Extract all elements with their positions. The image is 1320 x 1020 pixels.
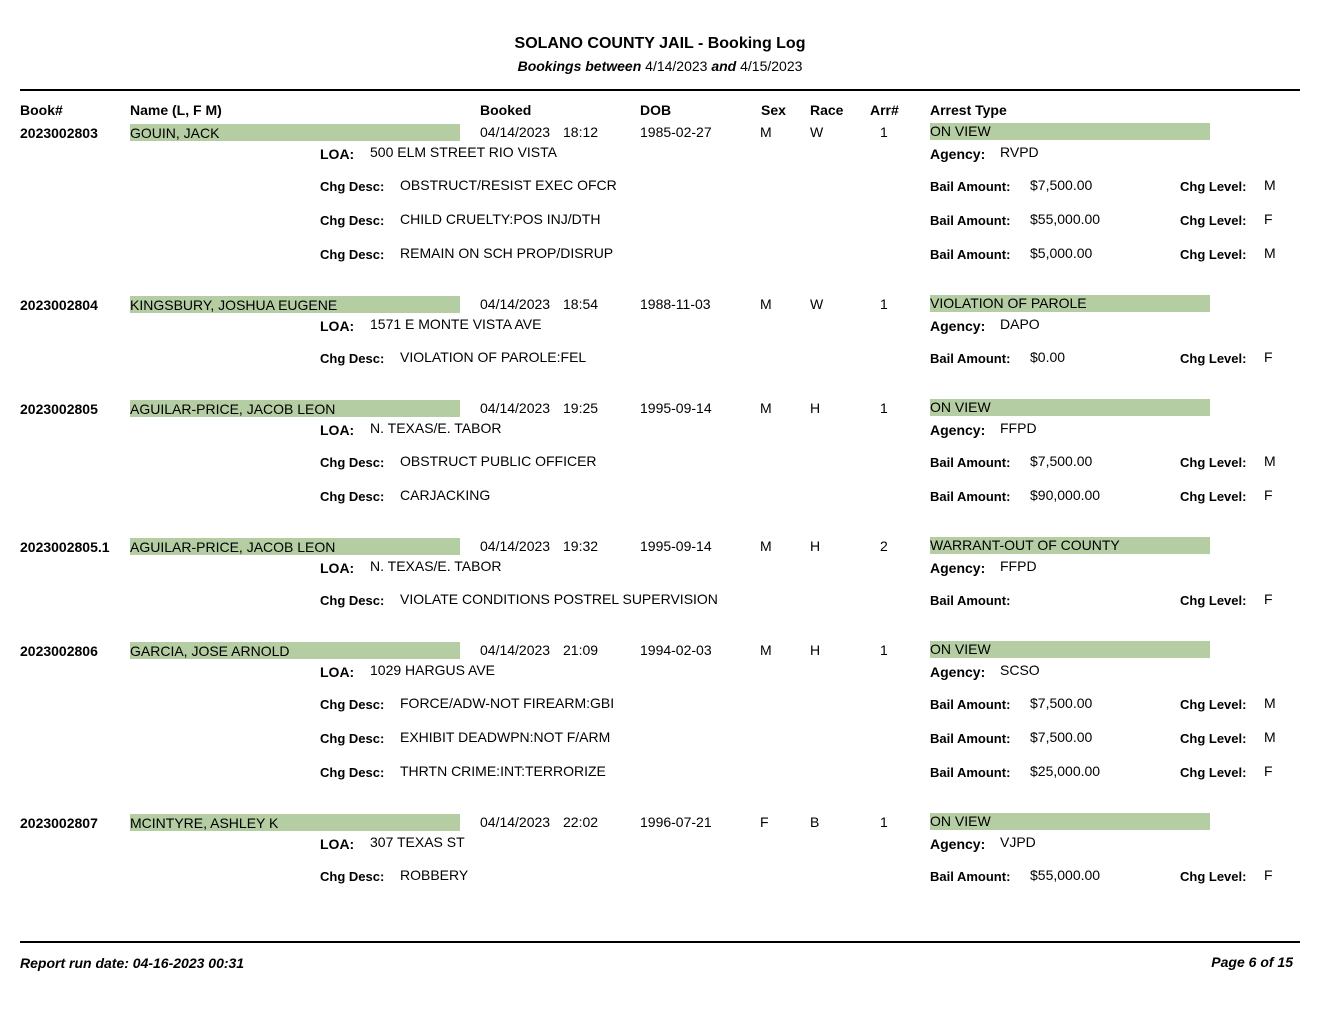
chg-desc-value: VIOLATION OF PAROLE:FEL xyxy=(400,349,587,365)
chg-level-label: Chg Level: xyxy=(1180,247,1247,262)
chg-desc-value: CARJACKING xyxy=(400,487,491,503)
booked-date: 04/14/2023 xyxy=(480,814,551,830)
loa-value: 1571 E MONTE VISTA AVE xyxy=(370,316,542,332)
footer-rule xyxy=(20,941,1300,943)
chg-desc-value: OBSTRUCT PUBLIC OFFICER xyxy=(400,453,597,469)
arrest-type: ON VIEW xyxy=(930,123,991,139)
race: W xyxy=(810,296,824,312)
arrest-type: WARRANT-OUT OF COUNTY xyxy=(930,537,1120,553)
subtitle-prefix: Bookings between xyxy=(517,58,642,74)
chg-level-value: M xyxy=(1264,695,1276,711)
chg-level-value: M xyxy=(1264,453,1276,469)
chg-desc-value: VIOLATE CONDITIONS POSTREL SUPERVISION xyxy=(400,591,718,607)
bail-amount-value: $7,500.00 xyxy=(1030,177,1093,193)
col-sex: Sex xyxy=(761,102,786,118)
inmate-name: KINGSBURY, JOSHUA EUGENE xyxy=(130,297,338,313)
booked-time: 19:32 xyxy=(563,538,599,554)
inmate-name: GOUIN, JACK xyxy=(130,125,220,141)
bail-amount-value: $0.00 xyxy=(1030,349,1066,365)
col-race: Race xyxy=(810,102,844,118)
bail-amount-label: Bail Amount: xyxy=(930,455,1011,470)
report-run-date: Report run date: 04-16-2023 00:31 xyxy=(20,955,245,971)
header-rule xyxy=(20,89,1300,91)
bail-amount-value: $55,000.00 xyxy=(1030,211,1101,227)
page-number: Page 6 of 15 xyxy=(1211,954,1293,970)
chg-desc-label: Chg Desc: xyxy=(320,247,385,262)
arrest-number: 1 xyxy=(880,814,888,830)
chg-level-label: Chg Level: xyxy=(1180,869,1247,884)
chg-level-label: Chg Level: xyxy=(1180,489,1247,504)
arrest-type: ON VIEW xyxy=(930,399,991,415)
arrest-number: 2 xyxy=(880,538,888,554)
bail-amount-label: Bail Amount: xyxy=(930,593,1011,608)
chg-level-value: M xyxy=(1264,729,1276,745)
sex: M xyxy=(760,124,772,140)
dob: 1995-09-14 xyxy=(640,538,712,554)
date-from: 4/14/2023 xyxy=(645,58,708,74)
chg-desc-label: Chg Desc: xyxy=(320,869,385,884)
bail-amount-value: $90,000.00 xyxy=(1030,487,1101,503)
dob: 1988-11-03 xyxy=(640,296,711,312)
inmate-name: GARCIA, JOSE ARNOLD xyxy=(130,643,290,659)
loa-label: LOA: xyxy=(320,560,355,576)
chg-level-value: M xyxy=(1264,245,1276,261)
bail-amount-label: Bail Amount: xyxy=(930,213,1011,228)
chg-desc-label: Chg Desc: xyxy=(320,213,385,228)
loa-value: 1029 HARGUS AVE xyxy=(370,662,496,678)
booked-time: 21:09 xyxy=(563,642,599,658)
book-number: 2023002805 xyxy=(20,401,98,417)
chg-level-label: Chg Level: xyxy=(1180,697,1247,712)
booked-date: 04/14/2023 xyxy=(480,400,551,416)
bail-amount-label: Bail Amount: xyxy=(930,247,1011,262)
book-number: 2023002803 xyxy=(20,125,98,141)
booked-time: 18:12 xyxy=(563,124,599,140)
book-number: 2023002804 xyxy=(20,297,98,313)
booked-date: 04/14/2023 xyxy=(480,538,551,554)
chg-level-value: M xyxy=(1264,177,1276,193)
agency-label: Agency: xyxy=(930,836,986,852)
chg-level-label: Chg Level: xyxy=(1180,179,1247,194)
booked-time: 19:25 xyxy=(563,400,599,416)
sex: F xyxy=(760,814,769,830)
agency-label: Agency: xyxy=(930,318,986,334)
chg-desc-value: ROBBERY xyxy=(400,867,469,883)
dob: 1985-02-27 xyxy=(640,124,712,140)
agency-label: Agency: xyxy=(930,422,986,438)
chg-level-label: Chg Level: xyxy=(1180,765,1247,780)
bail-amount-label: Bail Amount: xyxy=(930,351,1011,366)
loa-label: LOA: xyxy=(320,422,355,438)
loa-value: 307 TEXAS ST xyxy=(370,834,465,850)
loa-label: LOA: xyxy=(320,318,355,334)
agency-value: DAPO xyxy=(1000,316,1040,332)
race: H xyxy=(810,400,821,416)
loa-value: N. TEXAS/E. TABOR xyxy=(370,558,502,574)
col-booked: Booked xyxy=(480,102,532,118)
arrest-type: VIOLATION OF PAROLE xyxy=(930,295,1087,311)
bail-amount-value: $55,000.00 xyxy=(1030,867,1101,883)
bail-amount-label: Bail Amount: xyxy=(930,731,1011,746)
arrest-number: 1 xyxy=(880,296,888,312)
col-arr: Arr# xyxy=(870,102,899,118)
agency-value: FFPD xyxy=(1000,420,1037,436)
chg-level-label: Chg Level: xyxy=(1180,731,1247,746)
agency-label: Agency: xyxy=(930,664,986,680)
bail-amount-value: $7,500.00 xyxy=(1030,729,1093,745)
agency-label: Agency: xyxy=(930,146,986,162)
booked-date: 04/14/2023 xyxy=(480,642,551,658)
bail-amount-label: Bail Amount: xyxy=(930,869,1011,884)
arrest-number: 1 xyxy=(880,400,888,416)
chg-level-value: F xyxy=(1264,211,1273,227)
sex: M xyxy=(760,538,772,554)
arrest-number: 1 xyxy=(880,642,888,658)
chg-desc-value: THRTN CRIME:INT:TERRORIZE xyxy=(400,763,606,779)
race: W xyxy=(810,124,824,140)
booked-date: 04/14/2023 xyxy=(480,296,551,312)
chg-desc-value: EXHIBIT DEADWPN:NOT F/ARM xyxy=(400,729,611,745)
agency-value: SCSO xyxy=(1000,662,1040,678)
book-number: 2023002807 xyxy=(20,815,98,831)
arrest-type: ON VIEW xyxy=(930,813,991,829)
book-number: 2023002806 xyxy=(20,643,98,659)
subtitle-and: and xyxy=(711,58,737,74)
bail-amount-value: $25,000.00 xyxy=(1030,763,1101,779)
chg-desc-label: Chg Desc: xyxy=(320,489,385,504)
agency-label: Agency: xyxy=(930,560,986,576)
chg-desc-value: REMAIN ON SCH PROP/DISRUP xyxy=(400,245,614,261)
loa-label: LOA: xyxy=(320,836,355,852)
race: H xyxy=(810,538,821,554)
report-title: SOLANO COUNTY JAIL - Booking Log xyxy=(514,35,806,52)
loa-value: N. TEXAS/E. TABOR xyxy=(370,420,502,436)
chg-desc-label: Chg Desc: xyxy=(320,765,385,780)
chg-level-label: Chg Level: xyxy=(1180,351,1247,366)
chg-level-label: Chg Level: xyxy=(1180,455,1247,470)
loa-label: LOA: xyxy=(320,146,355,162)
bail-amount-label: Bail Amount: xyxy=(930,179,1011,194)
sex: M xyxy=(760,642,772,658)
chg-desc-label: Chg Desc: xyxy=(320,593,385,608)
bail-amount-value: $7,500.00 xyxy=(1030,453,1093,469)
chg-level-value: F xyxy=(1264,763,1273,779)
bail-amount-label: Bail Amount: xyxy=(930,765,1011,780)
col-dob: DOB xyxy=(640,102,672,118)
bail-amount-label: Bail Amount: xyxy=(930,489,1011,504)
report-subtitle xyxy=(0,58,1320,74)
inmate-name: AGUILAR-PRICE, JACOB LEON xyxy=(130,539,336,555)
col-name: Name (L, F M) xyxy=(130,102,222,118)
dob: 1994-02-03 xyxy=(640,642,712,658)
bail-amount-value: $5,000.00 xyxy=(1030,245,1093,261)
arrest-number: 1 xyxy=(880,124,888,140)
chg-desc-label: Chg Desc: xyxy=(320,351,385,366)
col-book: Book# xyxy=(20,102,63,118)
sex: M xyxy=(760,400,772,416)
col-arrest-type: Arrest Type xyxy=(930,102,1007,118)
dob: 1995-09-14 xyxy=(640,400,712,416)
chg-desc-value: OBSTRUCT/RESIST EXEC OFCR xyxy=(400,177,617,193)
bail-amount-value: $7,500.00 xyxy=(1030,695,1093,711)
chg-desc-label: Chg Desc: xyxy=(320,731,385,746)
chg-level-value: F xyxy=(1264,591,1273,607)
booked-time: 18:54 xyxy=(563,296,599,312)
chg-desc-label: Chg Desc: xyxy=(320,697,385,712)
chg-level-value: F xyxy=(1264,867,1273,883)
booked-date: 04/14/2023 xyxy=(480,124,551,140)
date-to: 4/15/2023 xyxy=(740,58,803,74)
inmate-name: MCINTYRE, ASHLEY K xyxy=(130,815,279,831)
booked-time: 22:02 xyxy=(563,814,599,830)
sex: M xyxy=(760,296,772,312)
chg-desc-label: Chg Desc: xyxy=(320,179,385,194)
chg-level-value: F xyxy=(1264,349,1273,365)
race: B xyxy=(810,814,820,830)
race: H xyxy=(810,642,821,658)
chg-level-label: Chg Level: xyxy=(1180,593,1247,608)
loa-label: LOA: xyxy=(320,664,355,680)
inmate-name: AGUILAR-PRICE, JACOB LEON xyxy=(130,401,336,417)
agency-value: FFPD xyxy=(1000,558,1037,574)
chg-desc-label: Chg Desc: xyxy=(320,455,385,470)
chg-desc-value: FORCE/ADW-NOT FIREARM:GBI xyxy=(400,695,615,711)
agency-value: RVPD xyxy=(1000,144,1039,160)
loa-value: 500 ELM STREET RIO VISTA xyxy=(370,144,557,160)
arrest-type: ON VIEW xyxy=(930,641,991,657)
bail-amount-label: Bail Amount: xyxy=(930,697,1011,712)
agency-value: VJPD xyxy=(1000,834,1036,850)
book-number: 2023002805.1 xyxy=(20,539,110,555)
chg-desc-value: CHILD CRUELTY:POS INJ/DTH xyxy=(400,211,601,227)
chg-level-value: F xyxy=(1264,487,1273,503)
dob: 1996-07-21 xyxy=(640,814,712,830)
chg-level-label: Chg Level: xyxy=(1180,213,1247,228)
